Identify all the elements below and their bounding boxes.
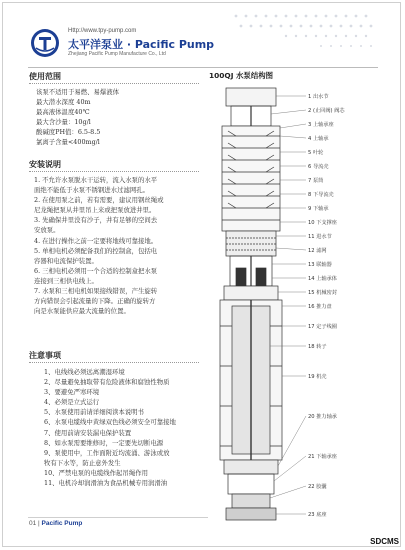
footer-rule	[28, 517, 208, 518]
usage-line: 该泵不适用于易燃、易爆液体	[36, 88, 120, 96]
note-line: 3、要避免严寒环境	[44, 388, 100, 397]
pacific-pump-logo-icon	[30, 28, 60, 58]
part-label: 12 滤网	[308, 248, 327, 254]
part-label: 16 推力盘	[308, 304, 332, 310]
brand-subtitle: Zhejiang Pacific Pump Manufacture Co., Ltd	[68, 51, 166, 57]
note-line: 6、水泵电缆线中黄绿双色线必须安全可靠接地	[44, 418, 176, 427]
part-label: 21 下轴承座	[308, 454, 337, 460]
note-line: 8、如水泵需要维修时，一定要先切断电源	[44, 438, 164, 447]
website-url: Http://www.tpy-pump.com	[68, 28, 137, 34]
part-label: 19 机壳	[308, 374, 327, 380]
note-line: 1、电线线必须远离潮湿环境	[44, 368, 125, 376]
installation-list	[34, 175, 196, 316]
part-label: 9 下轴承	[308, 206, 329, 212]
install-line: 安放泵。	[34, 226, 60, 235]
note-line: 10、严禁电泵的电缆线作起吊绳作用	[44, 468, 148, 477]
part-label: 2 (止回阀) 阀芯	[308, 108, 345, 114]
usage-line: 最大含沙量：10g/l	[36, 118, 91, 127]
install-line: 5. 单相电机必须配备我们的控制盒，包括电	[34, 246, 158, 255]
part-label: 10 下支撑座	[308, 220, 337, 226]
note-line: 9、泵使用中，工作面附近均流涌、游泳或放	[44, 448, 170, 457]
part-label: 15 机械密封	[308, 290, 337, 296]
part-label: 13 联轴器	[308, 262, 332, 268]
note-line: 2、尽量避免抽取带有危险液体和腐蚀性物质	[44, 378, 170, 387]
part-label: 5 叶轮	[308, 150, 324, 156]
install-line: 3. 先确保井里没有沙子，井有足够的空间去	[34, 216, 158, 225]
usage-title-rule	[29, 83, 199, 84]
part-label: 14 上轴承体	[308, 276, 337, 282]
notes-title: 注意事项	[29, 351, 61, 360]
brand-name: 太平洋泵业 · Pacific Pump	[68, 38, 215, 51]
note-line: 4、必须是立式运行	[44, 398, 100, 407]
note-line: 牧有下水等，防止意外发生	[44, 458, 121, 467]
install-line: 向是水泵能供应最大流量的位置。	[34, 307, 130, 316]
install-line: 1. 不允许水泵脱水干运转，流入水泵的水平	[34, 176, 158, 184]
usage-range-title: 使用范围	[29, 72, 61, 81]
page-number: 01	[29, 520, 37, 527]
note-line: 7、使用前请安装漏电保护装置	[44, 428, 132, 437]
install-line: 方向错误会引起流量的下降。正确的旋转方	[34, 297, 156, 306]
part-label: 6 导流壳	[308, 164, 329, 170]
part-label: 1 出水节	[308, 94, 329, 100]
install-line: 面绝不能低于水泵不锈钢进水过滤网孔。	[34, 186, 150, 195]
page-footer: 01 | Pacific Pump	[29, 520, 83, 527]
notes-title-rule	[29, 362, 199, 363]
usage-range-list	[36, 87, 198, 148]
watermark-tag: SDCMS	[370, 537, 399, 546]
usage-line: 最大潜水深度 40m	[36, 98, 91, 107]
install-line: 容器和电流保护装置。	[34, 256, 98, 265]
part-label: 4 上轴承	[308, 136, 329, 142]
install-line: 6. 三相电机必须用一个合适的控制盒把水泵	[34, 266, 158, 275]
part-label: 22 胶囊	[308, 484, 327, 490]
part-label: 3 上轴承座	[308, 122, 334, 128]
pump-structure-diagram	[206, 86, 378, 526]
installation-title: 安装说明	[29, 160, 61, 169]
usage-line: 氯离子含量<400mg/l	[36, 138, 100, 147]
part-label: 18 转子	[308, 344, 327, 350]
decorative-dot-pattern	[226, 8, 376, 68]
install-line: 4. 在进行操作之前一定要将地线可靠接地。	[34, 236, 158, 245]
header-divider	[28, 67, 378, 68]
pump-drawing	[220, 88, 282, 520]
note-line: 5、水泵使用前请详细阅读本说明书	[44, 408, 144, 417]
part-label: 11 进水节	[308, 234, 332, 240]
install-line: 尼龙绳把泵从井里吊上来或把泵放进井里。	[34, 206, 156, 215]
diagram-title: 100QJ 水泵结构图	[209, 71, 273, 80]
install-line: 7. 水泵和三相电机如果接线错误，产生旋转	[34, 287, 158, 296]
note-line: 11、电机冷却润滑油为食品机械专用润滑油	[44, 479, 168, 488]
footer-brand: Pacific Pump	[41, 520, 83, 527]
part-label: 23 底座	[308, 512, 327, 518]
install-line: 2. 在使用泵之前，若有需要，建议用钢丝绳或	[34, 196, 164, 205]
install-line: 连接到三相供电线上。	[34, 276, 98, 285]
usage-line: 酸碱度PH值：6.5-8.5	[36, 128, 101, 137]
part-label: 17 定子线圈	[308, 324, 337, 330]
installation-title-rule	[29, 171, 199, 172]
usage-line: 最高液体温度40℃	[36, 108, 90, 117]
part-label: 7 泵筒	[308, 178, 324, 184]
part-label: 20 推力轴承	[308, 414, 337, 420]
part-label: 8 下导流壳	[308, 192, 334, 198]
notes-list	[44, 367, 209, 488]
